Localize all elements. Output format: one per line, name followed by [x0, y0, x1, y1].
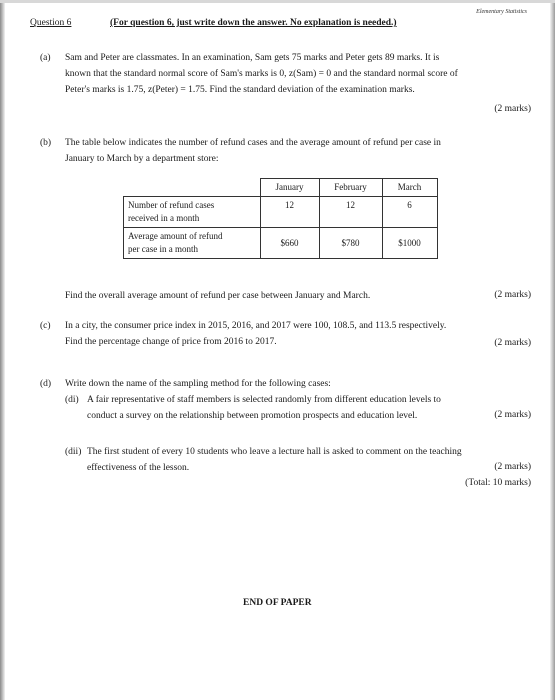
part-d-intro: Write down the name of the sampling method for the following cases:	[65, 379, 331, 389]
part-di-label: (di)	[65, 395, 79, 405]
question-number: Question 6	[30, 18, 72, 28]
part-c-marks: (2 marks)	[494, 338, 531, 348]
running-head: Elementary Statistics	[476, 9, 527, 15]
part-dii-label: (dii)	[65, 447, 82, 457]
part-a-label: (a)	[40, 53, 51, 63]
table-row-label	[124, 197, 261, 228]
part-di-line-2: conduct a survey on the relationship between promotion prospects and education level.	[87, 411, 418, 421]
row-label-line: received in a month	[128, 213, 200, 223]
table-cell: $780	[319, 228, 382, 259]
table-header-month: January	[260, 179, 319, 197]
table-cell: $660	[260, 228, 319, 259]
row-label-line: Average amount of refund	[128, 231, 223, 241]
table-header-row	[124, 179, 438, 197]
table-row	[124, 197, 438, 228]
part-b-line-1: The table below indicates the number of refund cases and the average amount of refund per case in	[65, 138, 441, 148]
table-cell: 12	[260, 197, 319, 228]
table-cell: 12	[319, 197, 382, 228]
part-a-line-1: Sam and Peter are classmates. In an examination, Sam gets 75 marks and Peter gets 89 marks. It is	[65, 53, 440, 63]
part-b-label: (b)	[40, 138, 52, 148]
row-label-line: per case in a month	[128, 244, 198, 254]
page-shadow-left	[0, 0, 5, 700]
table-header-month: March	[382, 179, 437, 197]
part-dii-line-2: effectiveness of the lesson.	[87, 463, 190, 473]
page-shadow-right	[550, 0, 555, 700]
part-dii-line-1: The first student of every 10 students who leave a lecture hall is asked to comment on the teaching	[87, 447, 462, 457]
question-instruction: (For question 6, just write down the answer. No explanation is needed.)	[110, 18, 397, 28]
part-b-question: Find the overall average amount of refund per case between January and March.	[65, 291, 371, 301]
row-label-line: Number of refund cases	[128, 200, 215, 210]
page-shadow-top	[0, 0, 555, 3]
table-row-label	[124, 228, 261, 259]
part-b-marks: (2 marks)	[494, 290, 531, 300]
part-a-line-2: known that the standard normal score of Sam's marks is 0, z(Sam) = 0 and the standard normal score of	[65, 69, 458, 79]
total-marks: (Total: 10 marks)	[465, 478, 531, 488]
refund-table	[123, 178, 438, 259]
end-of-paper: END OF PAPER	[243, 598, 312, 608]
part-di-marks: (2 marks)	[494, 410, 531, 420]
table-corner-cell	[124, 179, 261, 197]
part-dii-marks: (2 marks)	[494, 462, 531, 472]
part-a-line-3: Peter's marks is 1.75, z(Peter) = 1.75. Find the standard deviation of the examination marks.	[65, 85, 415, 95]
part-c-line-2: Find the percentage change of price from 2016 to 2017.	[65, 337, 277, 347]
part-di-line-1: A fair representative of staff members is selected randomly from different education levels to	[87, 395, 441, 405]
part-b-line-2: January to March by a department store:	[65, 154, 219, 164]
table-row	[124, 228, 438, 259]
table-cell: 6	[382, 197, 437, 228]
part-d-label: (d)	[40, 379, 52, 389]
table-header-month: February	[319, 179, 382, 197]
part-a-marks: (2 marks)	[494, 104, 531, 114]
part-c-label: (c)	[40, 321, 51, 331]
part-c-line-1: In a city, the consumer price index in 2015, 2016, and 2017 were 100, 108.5, and 113.5 respectively.	[65, 321, 447, 331]
table-cell: $1000	[382, 228, 437, 259]
